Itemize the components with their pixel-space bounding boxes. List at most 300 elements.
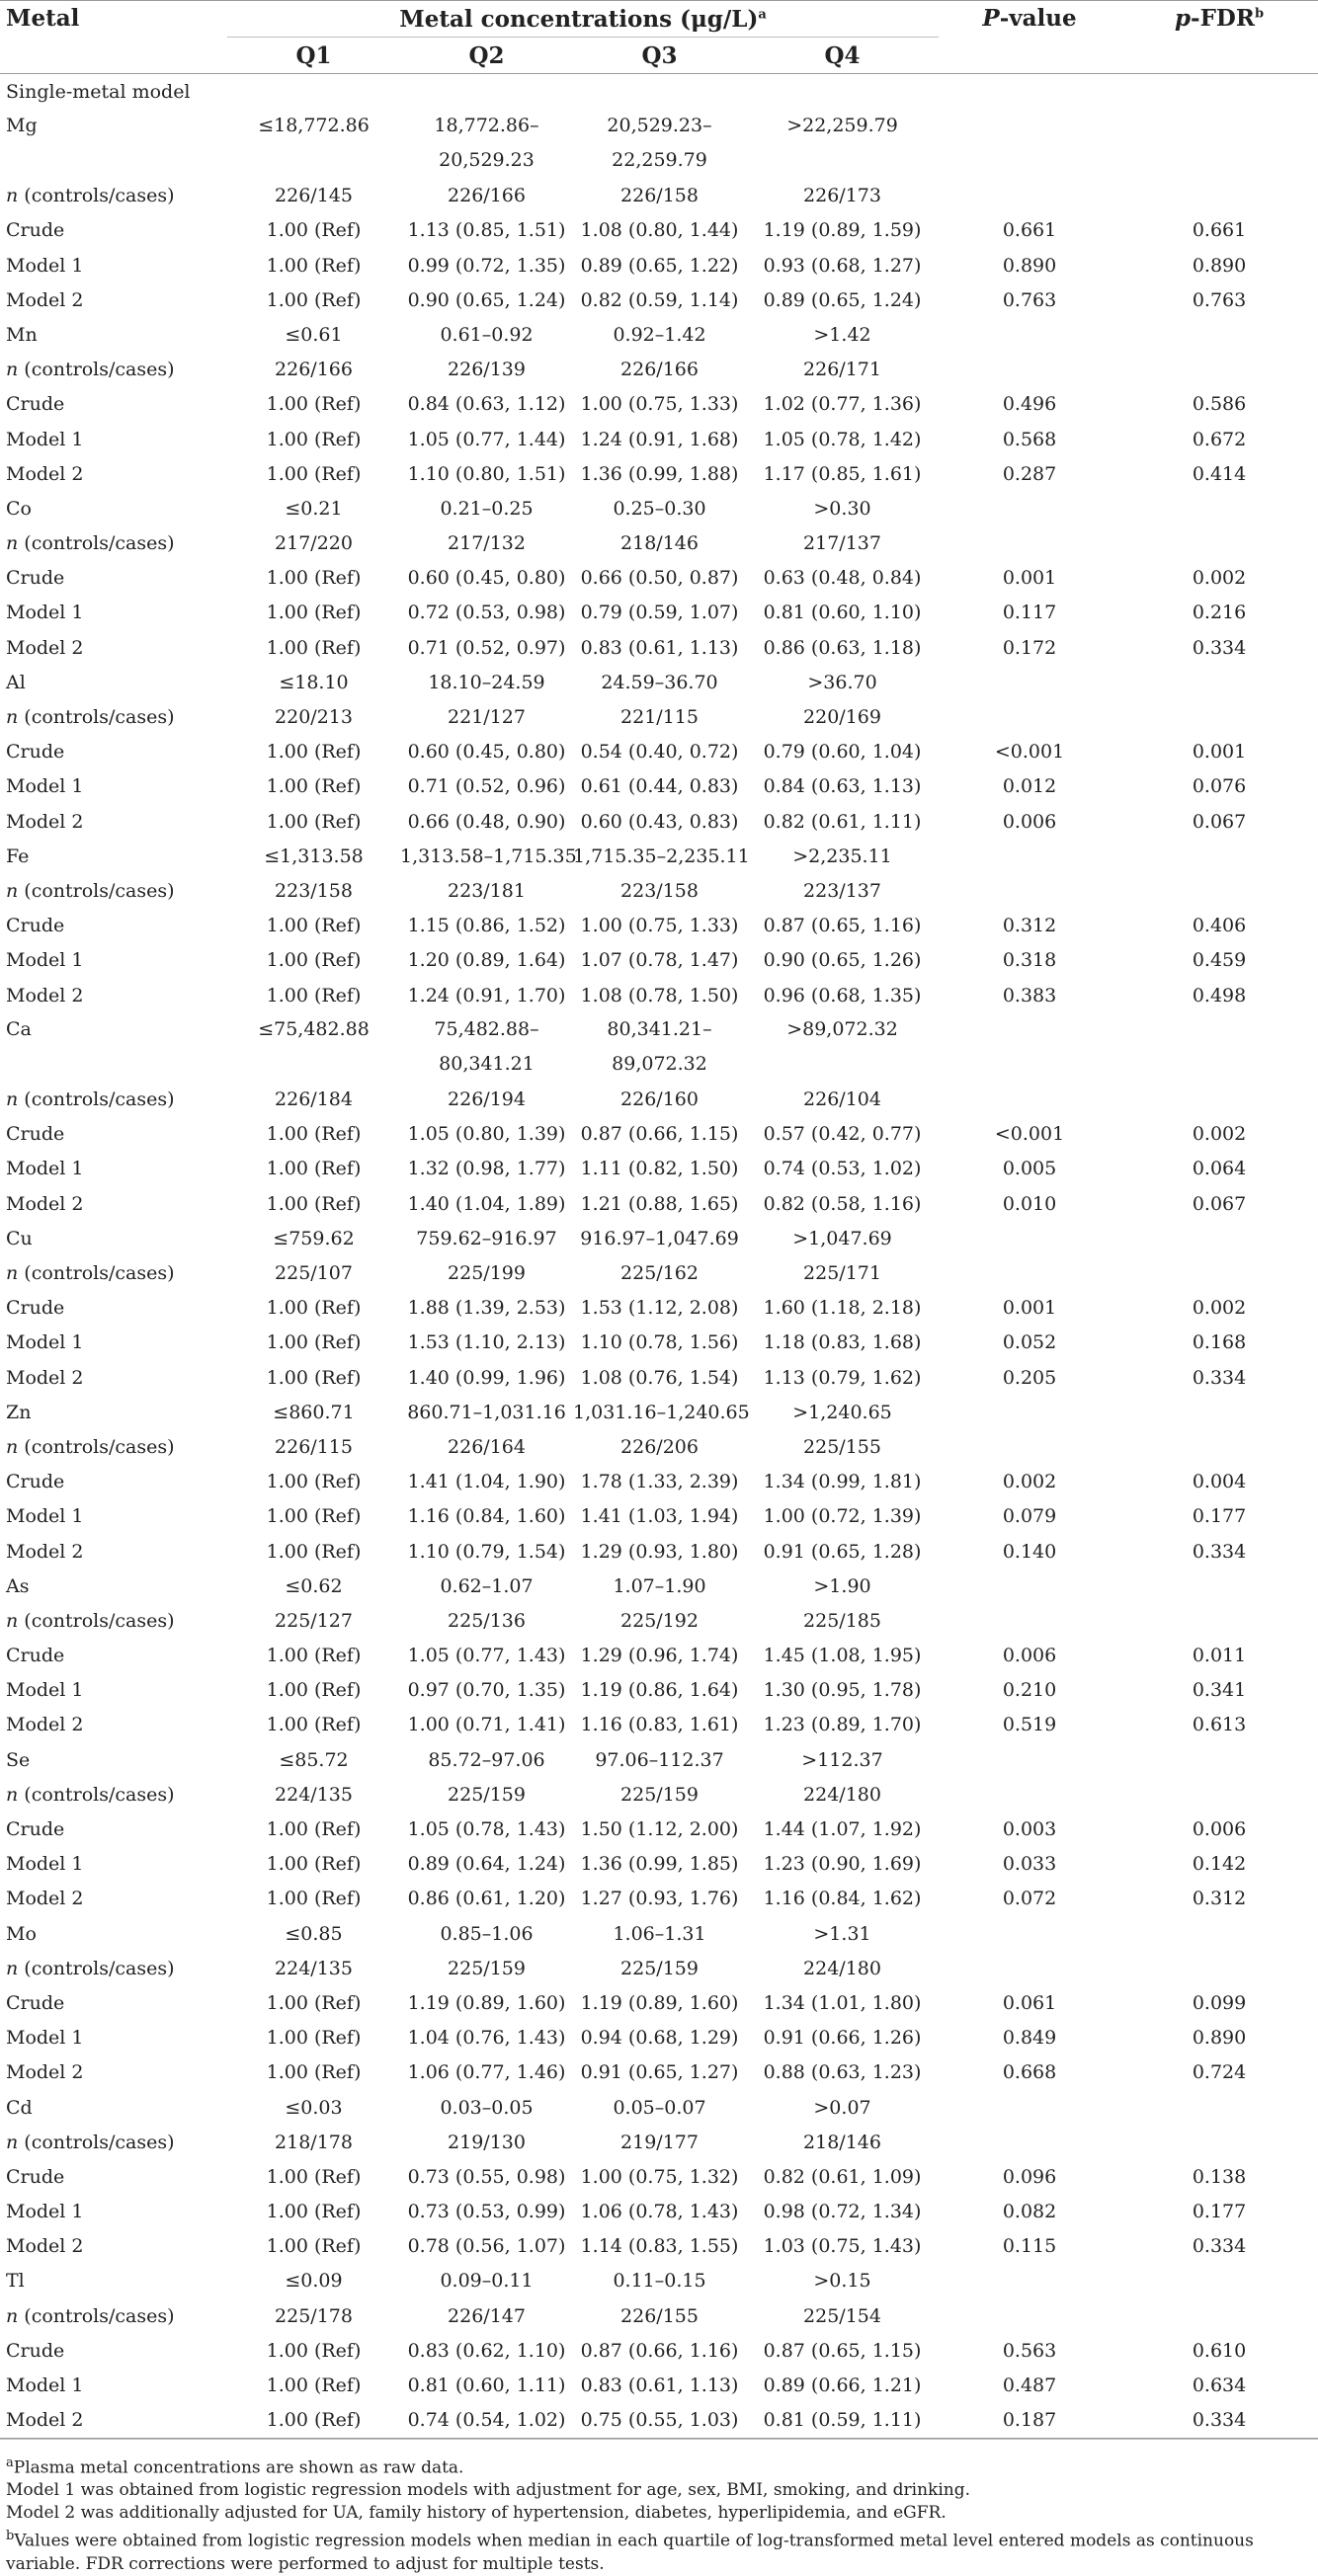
model-row — [0, 978, 1318, 1012]
p-fdr: 0.724 — [1192, 2061, 1247, 2084]
header-pfdr-italic: p — [1174, 5, 1192, 32]
p-fdr: 0.216 — [1192, 602, 1247, 624]
odds-ratio: 1.05 (0.78, 1.42) — [763, 428, 922, 450]
odds-ratio: 1.00 (Ref) — [266, 428, 362, 450]
quartile-range: ≤18,772.86 — [258, 115, 370, 137]
model-row — [0, 1882, 1318, 1916]
metal-name: Cu — [6, 1227, 33, 1249]
header-group-title: Metal concentrations (μg/L) — [399, 5, 759, 33]
empty-cell — [939, 1083, 1120, 1117]
odds-ratio: 1.41 (1.04, 1.90) — [407, 1471, 566, 1493]
p-fdr: 0.064 — [1192, 1158, 1247, 1180]
p-value: 0.002 — [1002, 1471, 1057, 1493]
odds-ratio: 1.00 (Ref) — [266, 2027, 362, 2050]
quartile-range: 1,031.16–1,240.65 — [573, 1401, 750, 1423]
footnote — [6, 2452, 1312, 2480]
odds-ratio: 1.44 (1.07, 1.92) — [763, 1818, 922, 1841]
model-row — [0, 630, 1318, 665]
n-value: 220/213 — [275, 706, 353, 728]
n-value: 225/159 — [448, 1783, 526, 1806]
p-value: 0.001 — [1002, 567, 1057, 590]
model-row — [0, 1534, 1318, 1569]
model-row — [0, 282, 1318, 317]
n-label-rest: (controls/cases) — [18, 1783, 175, 1806]
n-controls-cases-row — [0, 525, 1318, 560]
n-label — [0, 179, 227, 213]
empty-cell — [939, 665, 1120, 699]
empty-cell — [939, 491, 1120, 525]
empty-cell — [1120, 839, 1318, 873]
empty-cell — [939, 1569, 1120, 1603]
odds-ratio: 1.11 (0.82, 1.50) — [580, 1158, 739, 1180]
n-value: 217/132 — [448, 532, 526, 555]
header-q4: Q4 — [824, 41, 861, 69]
n-value: 221/115 — [620, 706, 699, 728]
p-value: 0.496 — [1002, 393, 1057, 416]
odds-ratio: 0.81 (0.60, 1.11) — [407, 2375, 566, 2397]
model-row — [0, 2229, 1318, 2264]
n-label — [0, 873, 227, 908]
p-value: 0.383 — [1002, 984, 1057, 1006]
odds-ratio: 1.05 (0.80, 1.39) — [407, 1123, 566, 1146]
model-label: Crude — [6, 1645, 65, 1667]
odds-ratio: 1.10 (0.79, 1.54) — [407, 1540, 566, 1563]
p-fdr: 0.142 — [1192, 1853, 1247, 1876]
quartile-range: ≤1,313.58 — [264, 845, 364, 867]
odds-ratio: 1.00 (Ref) — [266, 1714, 362, 1736]
odds-ratio: 0.93 (0.68, 1.27) — [763, 254, 922, 277]
p-fdr: 0.341 — [1192, 1679, 1247, 1702]
metal-name: Co — [6, 497, 32, 520]
p-value: 0.052 — [1002, 1331, 1057, 1354]
quartile-range: 1,313.58–1,715.35 — [400, 845, 577, 867]
p-fdr: 0.763 — [1192, 288, 1247, 311]
model-label: Crude — [6, 741, 65, 764]
odds-ratio: 1.08 (0.76, 1.54) — [580, 1366, 739, 1389]
n-controls-cases-row — [0, 179, 1318, 213]
odds-ratio: 0.82 (0.59, 1.14) — [580, 288, 739, 311]
model-label: Model 2 — [6, 1540, 84, 1563]
quartile-range: >2,235.11 — [792, 845, 892, 867]
empty-cell — [939, 839, 1120, 873]
odds-ratio: 1.17 (0.85, 1.61) — [763, 462, 922, 485]
odds-ratio: 1.00 (Ref) — [266, 2409, 362, 2432]
empty-cell — [939, 2125, 1120, 2159]
p-fdr: 0.168 — [1192, 1331, 1247, 1354]
n-value: 226/115 — [275, 1435, 353, 1458]
n-label-rest: (controls/cases) — [18, 532, 175, 555]
empty-cell — [1120, 179, 1318, 213]
p-fdr: 0.890 — [1192, 254, 1247, 277]
p-fdr: 0.011 — [1192, 1645, 1247, 1667]
n-value: 226/166 — [620, 359, 699, 381]
p-value: 0.668 — [1002, 2061, 1057, 2084]
odds-ratio: 1.00 (Ref) — [266, 2165, 362, 2188]
empty-cell — [939, 1221, 1120, 1255]
p-fdr: 0.002 — [1192, 567, 1247, 590]
quartile-range: 0.85–1.06 — [440, 1922, 534, 1945]
n-controls-cases-row — [0, 1083, 1318, 1117]
n-value: 226/164 — [448, 1435, 526, 1458]
odds-ratio: 1.08 (0.78, 1.50) — [580, 984, 739, 1006]
odds-ratio: 0.84 (0.63, 1.12) — [407, 393, 566, 416]
quartile-range: 0.11–0.15 — [613, 2270, 706, 2293]
odds-ratio: 1.23 (0.90, 1.69) — [763, 1853, 922, 1876]
model-label: Crude — [6, 1123, 65, 1146]
odds-ratio: 0.66 (0.48, 0.90) — [407, 810, 566, 833]
odds-ratio: 1.00 (Ref) — [266, 915, 362, 937]
p-fdr: 0.076 — [1192, 775, 1247, 798]
quartile-range: ≤0.21 — [285, 497, 343, 520]
n-value: 218/146 — [803, 2131, 881, 2153]
model-label: Model 2 — [6, 810, 84, 833]
model-row — [0, 1673, 1318, 1708]
p-fdr: 0.498 — [1192, 984, 1247, 1006]
p-value: 0.010 — [1002, 1192, 1057, 1215]
header-metal: Metal — [6, 5, 80, 32]
odds-ratio: 0.82 (0.61, 1.11) — [763, 810, 922, 833]
empty-cell — [1120, 1569, 1318, 1603]
metal-name: Mn — [6, 323, 38, 346]
odds-ratio: 1.08 (0.80, 1.44) — [580, 219, 739, 242]
quartile-range: 0.92–1.42 — [613, 323, 706, 346]
metal-name: As — [6, 1574, 30, 1597]
odds-ratio: 0.57 (0.42, 0.77) — [763, 1123, 922, 1146]
p-value: <0.001 — [994, 741, 1065, 764]
quartile-range: 18.10–24.59 — [428, 671, 545, 693]
n-value: 225/107 — [275, 1262, 353, 1285]
n-label-rest: (controls/cases) — [18, 1957, 175, 1979]
model-label: Crude — [6, 1297, 65, 1320]
odds-ratio: 1.00 (Ref) — [266, 1331, 362, 1354]
metal-range-row — [0, 109, 1318, 178]
n-label-rest: (controls/cases) — [18, 1262, 175, 1285]
odds-ratio: 1.06 (0.78, 1.43) — [580, 2201, 739, 2223]
p-value: 0.117 — [1002, 602, 1057, 624]
n-value: 225/199 — [448, 1262, 526, 1285]
model-label: Model 1 — [6, 602, 84, 624]
empty-cell — [939, 1429, 1120, 1464]
metal-range-row — [0, 491, 1318, 525]
model-row — [0, 456, 1318, 491]
model-row — [0, 2195, 1318, 2229]
odds-ratio: 1.04 (0.76, 1.43) — [407, 2027, 566, 2050]
header-pvalue-italic: P — [982, 5, 1000, 32]
n-label — [0, 1603, 227, 1638]
n-label-italic: n — [6, 2304, 19, 2327]
empty-cell — [1120, 1742, 1318, 1777]
p-value: 0.210 — [1002, 1679, 1057, 1702]
p-value: 0.568 — [1002, 428, 1057, 450]
odds-ratio: 1.16 (0.83, 1.61) — [580, 1714, 739, 1736]
n-label — [0, 1255, 227, 1290]
odds-ratio: 1.50 (1.12, 2.00) — [580, 1818, 739, 1841]
empty-cell — [939, 1255, 1120, 1290]
odds-ratio: 0.86 (0.61, 1.20) — [407, 1888, 566, 1910]
odds-ratio: 1.00 (Ref) — [266, 1192, 362, 1215]
empty-cell — [939, 2298, 1120, 2333]
odds-ratio: 1.00 (0.75, 1.33) — [580, 393, 739, 416]
n-value: 218/146 — [620, 532, 699, 555]
empty-cell — [939, 1395, 1120, 1429]
odds-ratio: 1.00 (Ref) — [266, 288, 362, 311]
section-label: Single-metal model — [6, 80, 191, 103]
n-controls-cases-row — [0, 1603, 1318, 1638]
empty-cell — [1120, 491, 1318, 525]
metal-name: Mo — [6, 1922, 37, 1945]
odds-ratio: 0.98 (0.72, 1.34) — [763, 2201, 922, 2223]
n-value: 226/147 — [448, 2304, 526, 2327]
metal-range-row — [0, 2090, 1318, 2125]
p-value: 0.205 — [1002, 1366, 1057, 1389]
model-label: Model 1 — [6, 949, 84, 972]
odds-ratio: 0.87 (0.65, 1.15) — [763, 2339, 922, 2362]
n-value: 225/162 — [620, 1262, 699, 1285]
n-value: 225/159 — [620, 1783, 699, 1806]
odds-ratio: 1.00 (Ref) — [266, 1853, 362, 1876]
n-label-rest: (controls/cases) — [18, 1435, 175, 1458]
n-value: 218/178 — [275, 2131, 353, 2153]
model-row — [0, 2159, 1318, 2194]
model-label: Model 2 — [6, 2409, 84, 2432]
metal-range-row — [0, 665, 1318, 699]
model-label: Crude — [6, 915, 65, 937]
odds-ratio: 1.32 (0.98, 1.77) — [407, 1158, 566, 1180]
metal-range-row — [0, 1569, 1318, 1603]
n-label-rest: (controls/cases) — [18, 2304, 175, 2327]
model-row — [0, 1465, 1318, 1499]
quartile-range: >89,072.32 — [786, 1018, 898, 1041]
odds-ratio: 0.90 (0.65, 1.24) — [407, 288, 566, 311]
odds-ratio: 0.54 (0.40, 0.72) — [580, 741, 739, 764]
quartile-range: 1,715.35–2,235.11 — [573, 845, 750, 867]
odds-ratio: 0.86 (0.63, 1.18) — [763, 636, 922, 659]
n-label-rest: (controls/cases) — [18, 359, 175, 381]
n-value: 225/178 — [275, 2304, 353, 2327]
n-value: 223/158 — [275, 879, 353, 902]
n-value: 226/145 — [275, 185, 353, 207]
p-value: 0.563 — [1002, 2339, 1057, 2362]
empty-cell — [1120, 1221, 1318, 1255]
n-value: 226/184 — [275, 1088, 353, 1111]
p-value: 0.287 — [1002, 462, 1057, 485]
quartile-range: >1.90 — [813, 1574, 871, 1597]
quartile-range: >1.42 — [813, 323, 871, 346]
odds-ratio: 0.61 (0.44, 0.83) — [580, 775, 739, 798]
odds-ratio: 1.24 (0.91, 1.70) — [407, 984, 566, 1006]
p-value: 0.763 — [1002, 288, 1057, 311]
odds-ratio: 0.60 (0.45, 0.80) — [407, 567, 566, 590]
odds-ratio: 0.74 (0.54, 1.02) — [407, 2409, 566, 2432]
n-label — [0, 2298, 227, 2333]
odds-ratio: 1.18 (0.83, 1.68) — [763, 1331, 922, 1354]
n-label-italic: n — [6, 706, 19, 728]
metal-range-row — [0, 1221, 1318, 1255]
odds-ratio: 0.63 (0.48, 0.84) — [763, 567, 922, 590]
n-value: 226/166 — [275, 359, 353, 381]
empty-cell — [939, 525, 1120, 560]
odds-ratio: 0.74 (0.53, 1.02) — [763, 1158, 922, 1180]
odds-ratio: 0.91 (0.65, 1.28) — [763, 1540, 922, 1563]
footnotes — [0, 2439, 1318, 2576]
empty-cell — [1120, 1012, 1318, 1082]
empty-cell — [939, 699, 1120, 734]
odds-ratio: 1.06 (0.77, 1.46) — [407, 2061, 566, 2084]
p-fdr: 0.334 — [1192, 1366, 1247, 1389]
odds-ratio: 0.73 (0.55, 0.98) — [407, 2165, 566, 2188]
quartile-range: 860.71–1,031.16 — [407, 1401, 566, 1423]
empty-cell — [939, 1916, 1120, 1951]
odds-ratio: 0.73 (0.53, 0.99) — [407, 2201, 566, 2223]
header-q2: Q2 — [468, 41, 505, 69]
p-fdr: 0.177 — [1192, 2201, 1247, 2223]
empty-cell — [939, 353, 1120, 387]
p-value: 0.661 — [1002, 219, 1057, 242]
p-value: 0.115 — [1002, 2235, 1057, 2258]
model-label: Model 1 — [6, 775, 84, 798]
footnote-text: Model 1 was obtained from logistic regression models with adjustment for age, sex, BMI, smoking, and drinking. — [6, 2480, 971, 2501]
quartile-range: 0.03–0.05 — [440, 2096, 534, 2119]
odds-ratio: 1.00 (Ref) — [266, 810, 362, 833]
n-value: 226/194 — [448, 1088, 526, 1111]
metal-name: Al — [6, 671, 26, 693]
n-value: 224/180 — [803, 1783, 881, 1806]
odds-ratio: 1.00 (Ref) — [266, 567, 362, 590]
odds-ratio: 1.05 (0.77, 1.43) — [407, 1645, 566, 1667]
odds-ratio: 0.87 (0.66, 1.16) — [580, 2339, 739, 2362]
odds-ratio: 0.75 (0.55, 1.03) — [580, 2409, 739, 2432]
empty-cell — [1120, 873, 1318, 908]
odds-ratio: 1.30 (0.95, 1.78) — [763, 1679, 922, 1702]
empty-cell — [1120, 2090, 1318, 2125]
quartile-range: >22,259.79 — [786, 115, 898, 137]
odds-ratio: 1.36 (0.99, 1.88) — [580, 462, 739, 485]
p-value: 0.033 — [1002, 1853, 1057, 1876]
odds-ratio: 1.40 (0.99, 1.96) — [407, 1366, 566, 1389]
header-q1: Q1 — [295, 41, 332, 69]
n-label — [0, 1083, 227, 1117]
n-controls-cases-row — [0, 699, 1318, 734]
quartile-range: >1,047.69 — [792, 1227, 892, 1249]
n-value: 226/155 — [620, 2304, 699, 2327]
n-label-italic: n — [6, 1783, 19, 1806]
footnote-marker: b — [6, 2529, 15, 2544]
n-label — [0, 353, 227, 387]
quartile-range: ≤85.72 — [279, 1748, 349, 1771]
model-row — [0, 1360, 1318, 1395]
odds-ratio: 0.89 (0.65, 1.22) — [580, 254, 739, 277]
odds-ratio: 1.00 (Ref) — [266, 1505, 362, 1528]
model-label: Model 1 — [6, 1853, 84, 1876]
p-fdr: 0.099 — [1192, 1991, 1247, 2014]
empty-cell — [939, 1742, 1120, 1777]
metal-name: Cd — [6, 2096, 33, 2119]
odds-ratio: 0.96 (0.68, 1.35) — [763, 984, 922, 1006]
odds-ratio: 0.89 (0.65, 1.24) — [763, 288, 922, 311]
odds-ratio: 0.83 (0.62, 1.10) — [407, 2339, 566, 2362]
model-row — [0, 1499, 1318, 1534]
p-value: 0.318 — [1002, 949, 1057, 972]
odds-ratio: 1.00 (0.75, 1.33) — [580, 915, 739, 937]
n-value: 226/206 — [620, 1435, 699, 1458]
odds-ratio: 0.60 (0.45, 0.80) — [407, 741, 566, 764]
n-label-italic: n — [6, 879, 19, 902]
n-label — [0, 1429, 227, 1464]
empty-cell — [939, 873, 1120, 908]
odds-ratio: 1.53 (1.10, 2.13) — [407, 1331, 566, 1354]
model-label: Model 1 — [6, 2201, 84, 2223]
empty-cell — [1120, 1916, 1318, 1951]
model-label: Crude — [6, 219, 65, 242]
header-pfdr — [1120, 1, 1318, 74]
n-label-rest: (controls/cases) — [18, 185, 175, 207]
quartile-range: 80,341.21– 89,072.32 — [607, 1018, 712, 1076]
model-row — [0, 2333, 1318, 2368]
footnote-text: Values were obtained from logistic regression models when median in each quartile of log-transformed metal level entered models as continuous variable. FDR corrections were performed to adjust for multiple tests. — [6, 2532, 1254, 2575]
p-fdr: 0.334 — [1192, 2409, 1247, 2432]
quartile-range: ≤75,482.88 — [258, 1018, 370, 1041]
model-row — [0, 2403, 1318, 2439]
model-label: Model 2 — [6, 636, 84, 659]
model-row — [0, 1847, 1318, 1882]
quartile-range: >0.30 — [813, 497, 871, 520]
odds-ratio: 0.97 (0.70, 1.35) — [407, 1679, 566, 1702]
empty-cell — [939, 1951, 1120, 1985]
model-row — [0, 804, 1318, 839]
quartile-range: >0.07 — [813, 2096, 871, 2119]
n-label-rest: (controls/cases) — [18, 706, 175, 728]
model-row — [0, 422, 1318, 456]
n-controls-cases-row — [0, 353, 1318, 387]
model-row — [0, 943, 1318, 978]
empty-cell — [1120, 699, 1318, 734]
p-value: 0.001 — [1002, 1297, 1057, 1320]
odds-ratio: 1.21 (0.88, 1.65) — [580, 1192, 739, 1215]
p-fdr: 0.138 — [1192, 2165, 1247, 2188]
odds-ratio: 1.14 (0.83, 1.55) — [580, 2235, 739, 2258]
odds-ratio: 0.87 (0.66, 1.15) — [580, 1123, 739, 1146]
p-value: 0.890 — [1002, 254, 1057, 277]
metal-name: Tl — [6, 2270, 25, 2293]
n-value: 226/139 — [448, 359, 526, 381]
p-fdr: 0.002 — [1192, 1297, 1247, 1320]
quartile-range: 1.06–1.31 — [613, 1922, 706, 1945]
empty-cell — [939, 1777, 1120, 1811]
odds-ratio: 1.00 (Ref) — [266, 1645, 362, 1667]
model-label: Model 2 — [6, 1714, 84, 1736]
n-label-italic: n — [6, 1609, 19, 1632]
empty-cell — [1120, 2125, 1318, 2159]
n-label-rest: (controls/cases) — [18, 879, 175, 902]
odds-ratio: 1.88 (1.39, 2.53) — [407, 1297, 566, 1320]
odds-ratio: 1.13 (0.85, 1.51) — [407, 219, 566, 242]
odds-ratio: 1.00 (Ref) — [266, 2375, 362, 2397]
metal-range-row — [0, 1395, 1318, 1429]
odds-ratio: 1.00 (Ref) — [266, 1991, 362, 2014]
odds-ratio: 1.16 (0.84, 1.62) — [763, 1888, 922, 1910]
quartile-range: 1.07–1.90 — [613, 1574, 706, 1597]
quartile-range: >1.31 — [813, 1922, 871, 1945]
odds-ratio: 1.20 (0.89, 1.64) — [407, 949, 566, 972]
metal-range-row — [0, 1916, 1318, 1951]
n-value: 225/159 — [448, 1957, 526, 1979]
model-row — [0, 1985, 1318, 2020]
n-value: 220/169 — [803, 706, 881, 728]
odds-ratio: 0.81 (0.60, 1.10) — [763, 602, 922, 624]
odds-ratio: 1.00 (Ref) — [266, 741, 362, 764]
p-value: 0.140 — [1002, 1540, 1057, 1563]
metal-range-row — [0, 1012, 1318, 1082]
